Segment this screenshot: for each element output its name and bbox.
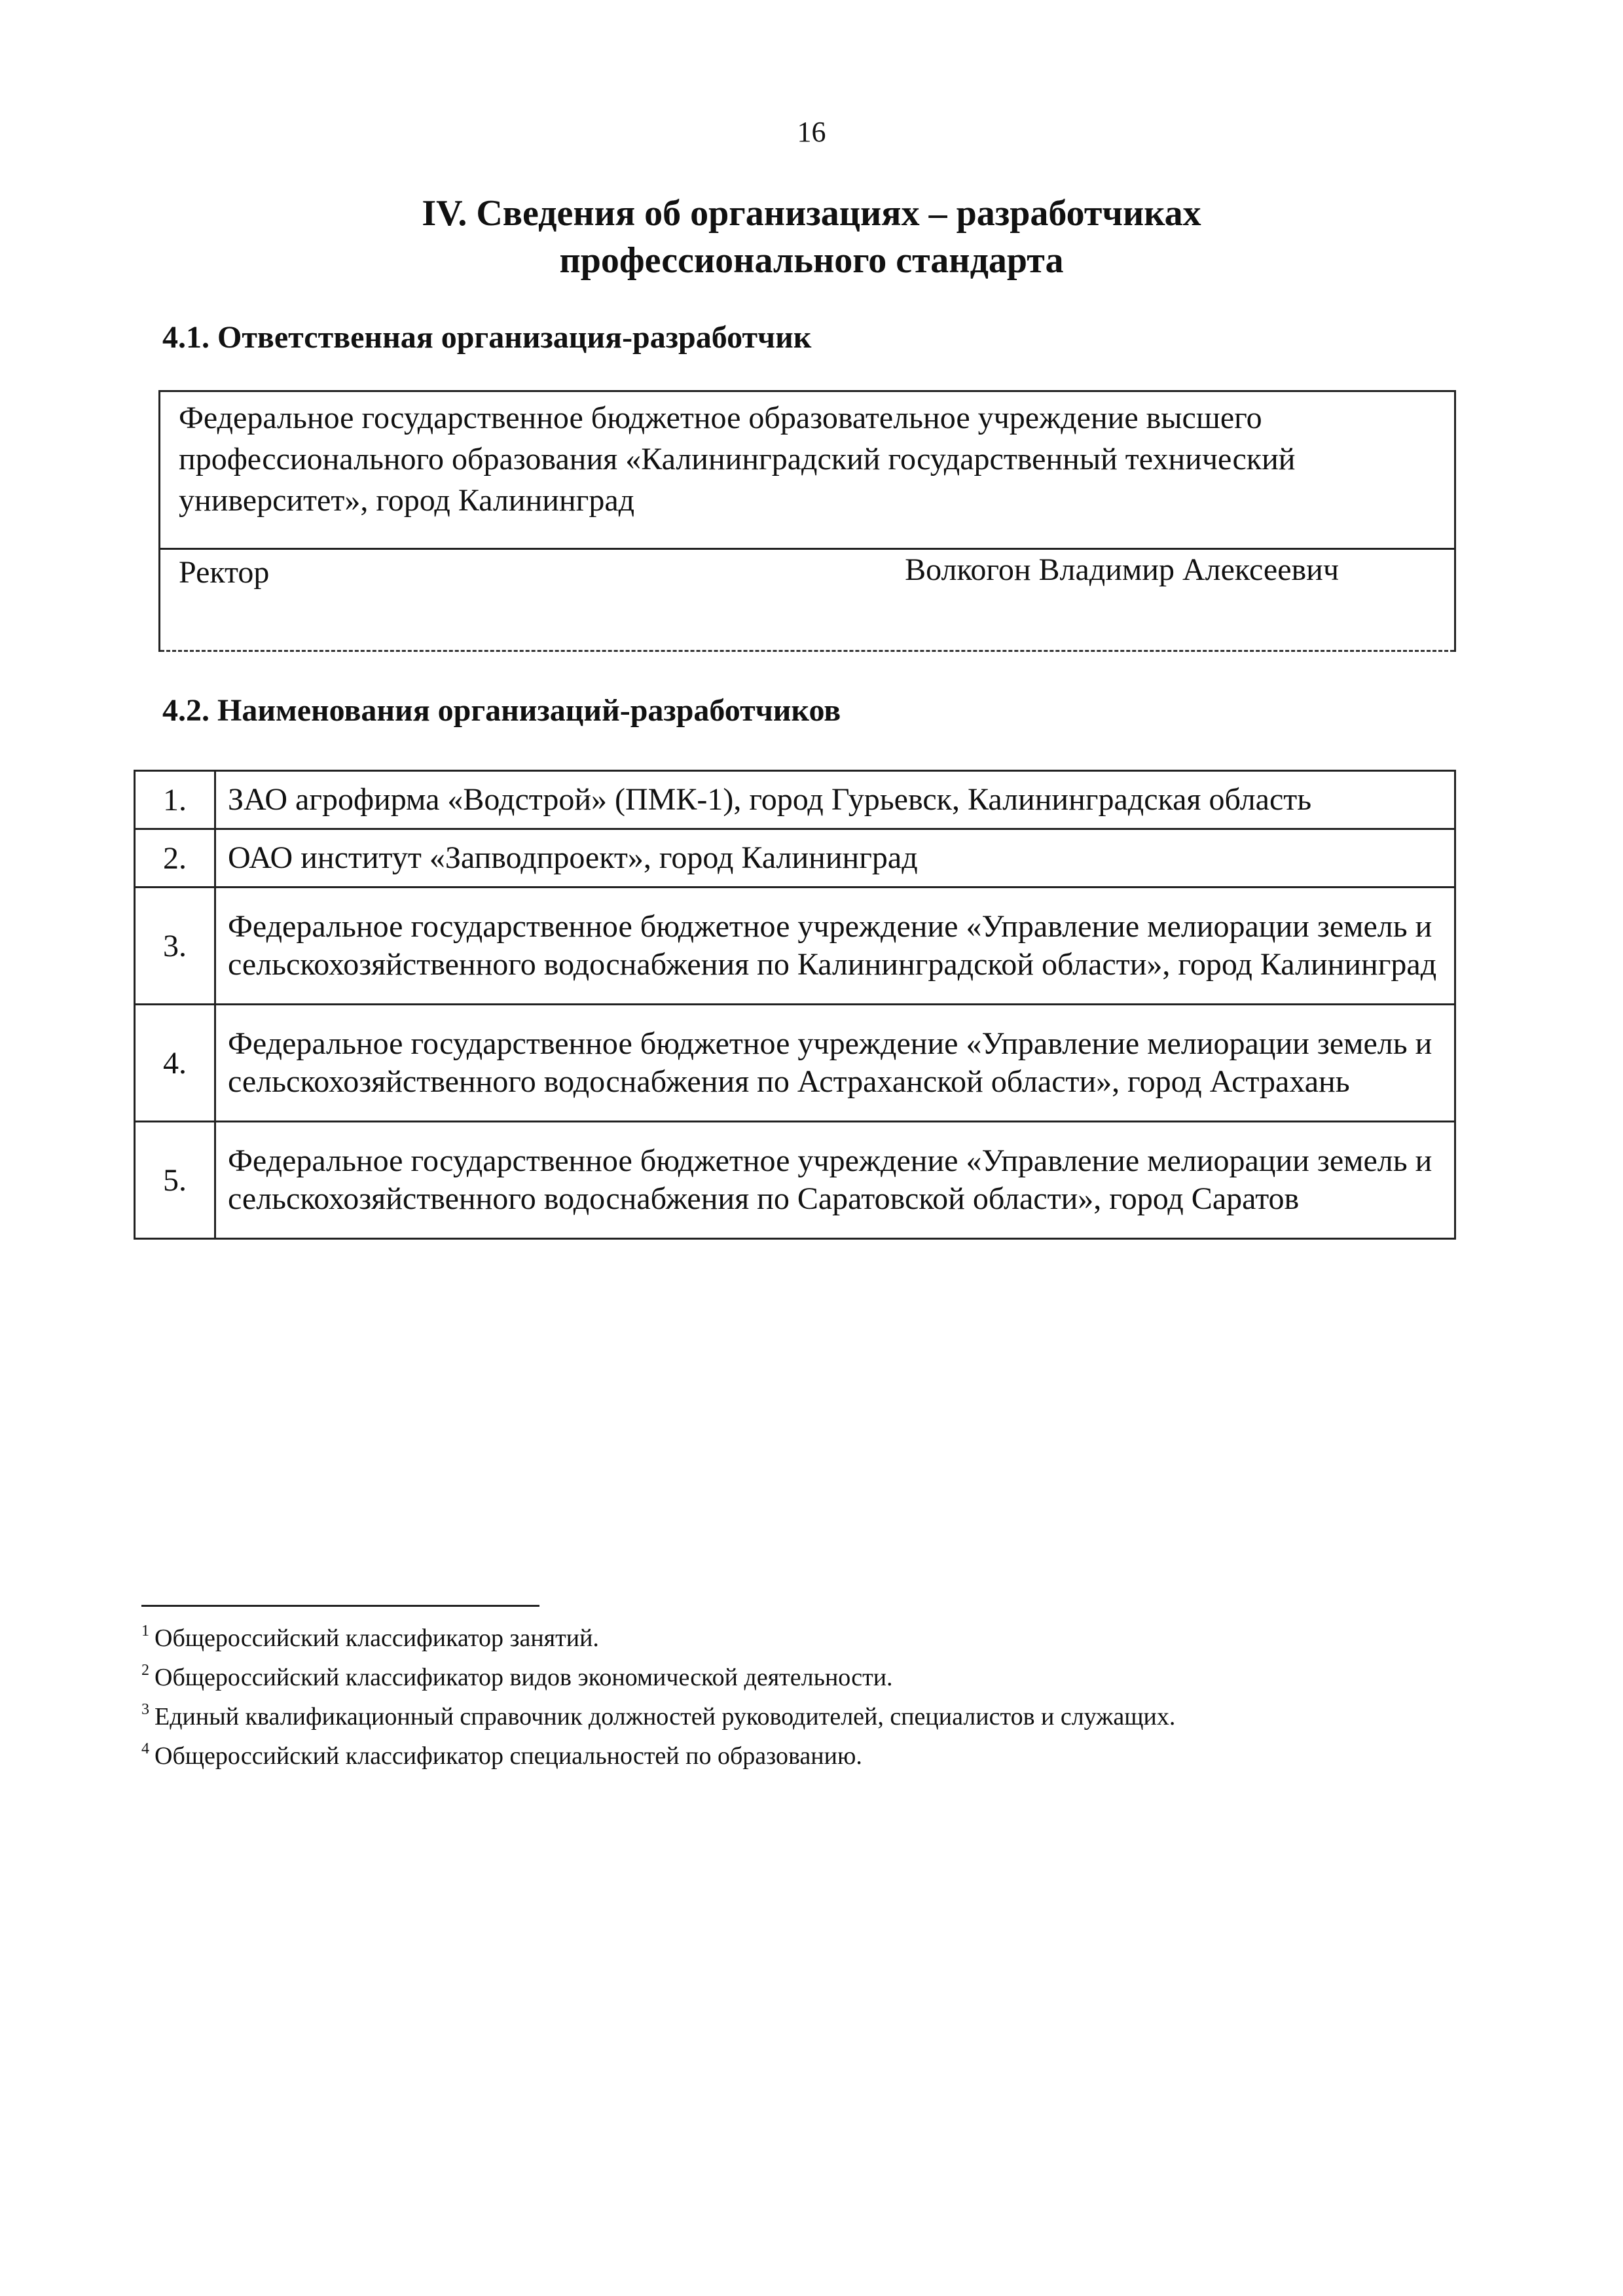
footnote-mark: 1 <box>141 1623 149 1640</box>
footnote-divider <box>141 1605 539 1607</box>
responsible-person: Волкогон Владимир Алексеевич <box>905 552 1339 587</box>
table-row <box>135 1122 1455 1239</box>
footnote <box>141 1694 1175 1733</box>
developers-heading: 4.2. Наименования организаций-разработчиков <box>162 693 841 728</box>
table-row <box>135 888 1455 1005</box>
footnote-text: Общероссийский классификатор видов экономической деятельности. <box>155 1664 893 1691</box>
table-row <box>135 829 1455 888</box>
responsible-org-box <box>158 390 1456 652</box>
footnote-mark: 4 <box>141 1740 149 1757</box>
table-row <box>135 771 1455 829</box>
section-title <box>0 190 1623 284</box>
page-number: 16 <box>797 116 826 148</box>
footnote-text: Общероссийский классификатор специальностей по образованию. <box>155 1742 862 1770</box>
row-number: 1. <box>135 771 215 829</box>
org-name: ЗАО агрофирма «Водстрой» (ПМК-1), город Гурьевск, Калининградская область <box>215 771 1455 829</box>
responsible-org-name: Федеральное государственное бюджетное образовательное учреждение высшего профессионального образования «Калининградский государственный технический университет», город Калининград <box>179 401 1296 518</box>
section-title-line-1: IV. Сведения об организациях – разработчиках <box>422 193 1201 234</box>
responsible-org-heading: 4.1. Ответственная организация-разработчик <box>162 320 812 355</box>
developers-table <box>134 770 1456 1240</box>
row-number: 3. <box>135 888 215 1005</box>
org-name: ОАО институт «Запводпроект», город Калининград <box>215 829 1455 888</box>
footnote-text: Единый квалификационный справочник должностей руководителей, специалистов и служащих. <box>155 1703 1176 1731</box>
org-name: Федеральное государственное бюджетное учреждение «Управление мелиорации земель и сельскохозяйственного водоснабжения по Астраханской области», город Астрахань <box>215 1005 1455 1122</box>
row-number: 5. <box>135 1122 215 1239</box>
org-name: Федеральное государственное бюджетное учреждение «Управление мелиорации земель и сельскохозяйственного водоснабжения по Саратовской области», город Саратов <box>215 1122 1455 1239</box>
responsible-role: Ректор <box>179 555 270 590</box>
footnote-text: Общероссийский классификатор занятий. <box>155 1624 599 1652</box>
table-row <box>135 1005 1455 1122</box>
footnote <box>141 1733 1175 1772</box>
row-number: 4. <box>135 1005 215 1122</box>
footnote <box>141 1655 1175 1694</box>
org-name: Федеральное государственное бюджетное учреждение «Управление мелиорации земель и сельскохозяйственного водоснабжения по Калининградской области», город Калининград <box>215 888 1455 1005</box>
footnote-mark: 2 <box>141 1662 149 1679</box>
row-number: 2. <box>135 829 215 888</box>
footnote <box>141 1615 1175 1655</box>
responsible-org-divider <box>160 548 1454 550</box>
footnote-mark: 3 <box>141 1701 149 1718</box>
footnotes <box>141 1615 1175 1772</box>
section-title-line-2: профессионального стандарта <box>559 240 1064 281</box>
